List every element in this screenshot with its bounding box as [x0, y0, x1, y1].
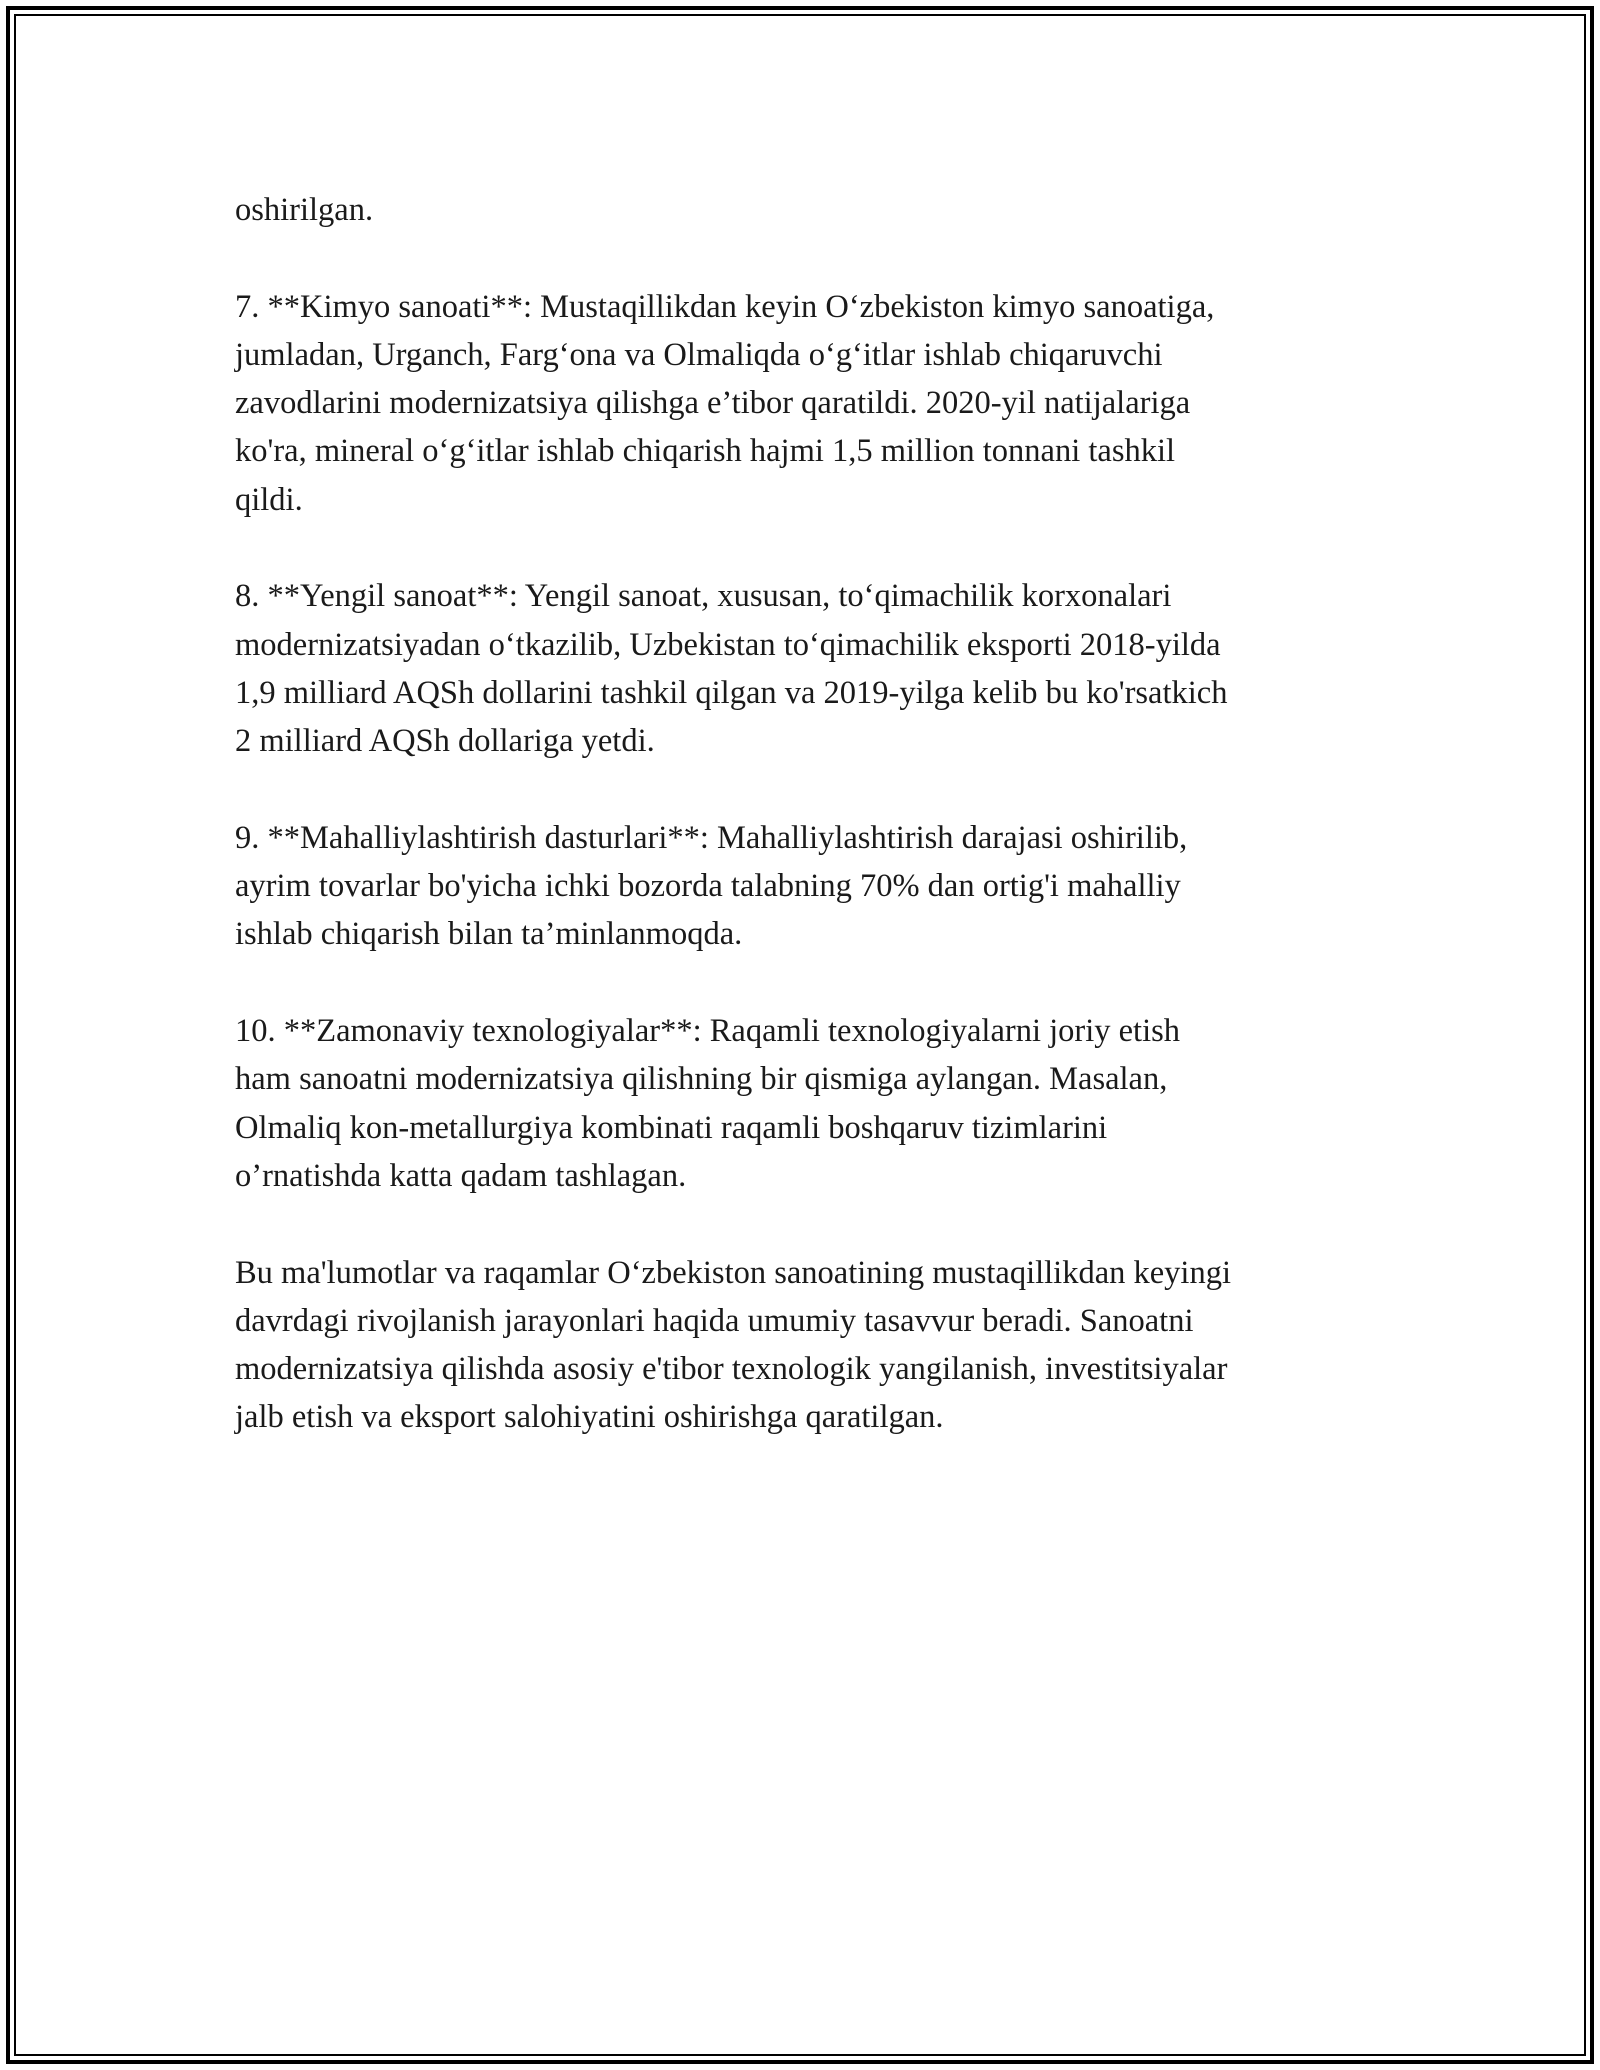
- text-line: ayrim tovarlar bo'yicha ichki bozorda talabning 70% dan ortig'i mahalliy: [235, 868, 1181, 905]
- paragraph-item-8: [235, 572, 1375, 765]
- text-line: ham sanoatni modernizatsiya qilishning bir qismiga aylangan. Masalan,: [235, 1061, 1168, 1098]
- text-line: jumladan, Urganch, Farg‘ona va Olmaliqda o‘g‘itlar ishlab chiqaruvchi: [235, 336, 1163, 373]
- text-line: davrdagi rivojlanish jarayonlari haqida umumiy tasavvur beradi. Sanoatni: [235, 1302, 1194, 1339]
- document-body: [235, 186, 1375, 1442]
- text-line: 2 milliard AQSh dollariga yetdi.: [235, 723, 655, 760]
- text-line: Olmaliq kon-metallurgiya kombinati raqamli boshqaruv tizimlarini: [235, 1109, 1108, 1146]
- text-line: modernizatsiya qilishda asosiy e'tibor texnologik yangilanish, investitsiyalar: [235, 1351, 1228, 1388]
- text-line: jalb etish va eksport salohiyatini oshirishga qaratilgan.: [235, 1399, 944, 1436]
- text-line: modernizatsiyadan o‘tkazilib, Uzbekistan to‘qimachilik eksporti 2018-yilda: [235, 626, 1221, 663]
- text-line: 9. **Mahalliylashtirish dasturlari**: Mahalliylashtirish darajasi oshirilib,: [235, 819, 1188, 856]
- paragraph-item-9: [235, 814, 1375, 959]
- text-line: 10. **Zamonaviy texnologiyalar**: Raqamli texnologiyalarni joriy etish: [235, 1013, 1181, 1050]
- text-line: 8. **Yengil sanoat**: Yengil sanoat, xususan, to‘qimachilik korxonalari: [235, 578, 1172, 615]
- paragraph-item-7: [235, 283, 1375, 524]
- text-line: o’rnatishda katta qadam tashlagan.: [235, 1157, 687, 1194]
- text-line: 7. **Kimyo sanoati**: Mustaqillikdan keyin O‘zbekiston kimyo sanoatiga,: [235, 288, 1215, 325]
- text-line: qildi.: [235, 481, 303, 518]
- text-line: zavodlarini modernizatsiya qilishga e’tibor qaratildi. 2020-yil natijalariga: [235, 385, 1191, 422]
- text-line: Bu ma'lumotlar va raqamlar O‘zbekiston sanoatining mustaqillikdan keyingi: [235, 1254, 1231, 1291]
- paragraph-conclusion: [235, 1249, 1375, 1442]
- text-line: oshirilgan.: [235, 192, 374, 228]
- text-line: 1,9 milliard AQSh dollarini tashkil qilgan va 2019-yilga kelib bu ko'rsatkich: [235, 674, 1228, 711]
- paragraph-continuation: [235, 186, 1375, 234]
- paragraph-item-10: [235, 1007, 1375, 1200]
- text-line: ishlab chiqarish bilan ta’minlanmoqda.: [235, 916, 743, 953]
- text-line: ko'ra, mineral o‘g‘itlar ishlab chiqarish hajmi 1,5 million tonnani tashkil: [235, 433, 1176, 470]
